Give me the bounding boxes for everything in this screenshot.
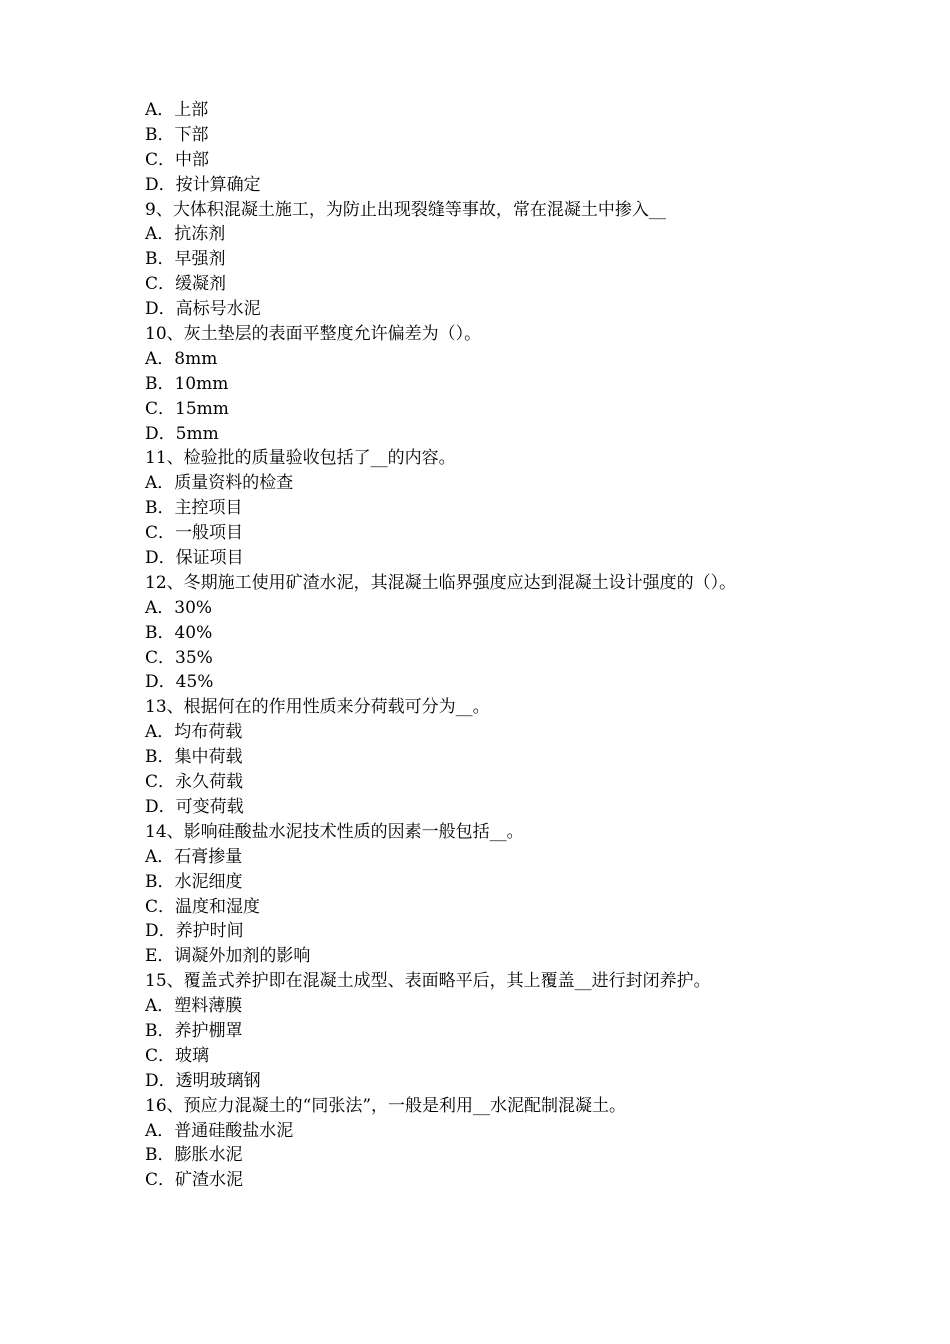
question-text: 14、影响硅酸盐水泥技术性质的因素一般包括__。 bbox=[145, 821, 524, 842]
answer-option: D．按计算确定 bbox=[145, 174, 261, 195]
answer-option: D．养护时间 bbox=[145, 921, 244, 942]
answer-option: B．养护棚罩 bbox=[145, 1020, 243, 1041]
answer-option: B．40% bbox=[145, 622, 213, 643]
answer-option: B．早强剂 bbox=[145, 249, 226, 270]
answer-option: A．普通硅酸盐水泥 bbox=[145, 1120, 294, 1141]
answer-option: C．缓凝剂 bbox=[145, 274, 227, 295]
question-text: 13、根据何在的作用性质来分荷载可分为__。 bbox=[145, 697, 490, 718]
answer-option: B．水泥细度 bbox=[145, 871, 243, 892]
answer-option: C．一般项目 bbox=[145, 523, 244, 544]
answer-option: E．调凝外加剂的影响 bbox=[145, 946, 311, 967]
answer-option: A．抗冻剂 bbox=[145, 224, 226, 245]
answer-option: C．35% bbox=[145, 647, 213, 668]
answer-option: C．永久荷载 bbox=[145, 772, 244, 793]
answer-option: B．10mm bbox=[145, 373, 229, 394]
answer-option: D．透明玻璃钢 bbox=[145, 1070, 261, 1091]
answer-option: C．玻璃 bbox=[145, 1045, 210, 1066]
answer-option: D．5mm bbox=[145, 423, 219, 444]
answer-option: C．15mm bbox=[145, 398, 229, 419]
answer-option: A．石膏掺量 bbox=[145, 846, 243, 867]
answer-option: A．塑料薄膜 bbox=[145, 996, 243, 1017]
answer-option: C．矿渣水泥 bbox=[145, 1170, 244, 1191]
answer-option: D．保证项目 bbox=[145, 548, 244, 569]
answer-option: D．45% bbox=[145, 672, 214, 693]
answer-option: A．均布荷载 bbox=[145, 722, 243, 743]
question-text: 11、检验批的质量验收包括了__的内容。 bbox=[145, 448, 456, 469]
answer-option: B．集中荷载 bbox=[145, 747, 243, 768]
answer-option: A．上部 bbox=[145, 100, 209, 120]
document-page bbox=[145, 98, 845, 1193]
answer-option: A．30% bbox=[145, 597, 213, 618]
answer-option: C．温度和湿度 bbox=[145, 896, 261, 917]
question-text: 16、预应力混凝土的“同张法”，一般是利用__水泥配制混凝土。 bbox=[145, 1095, 627, 1116]
question-text: 9、大体积混凝土施工，为防止出现裂缝等事故，常在混凝土中掺入__ bbox=[145, 199, 666, 220]
answer-option: B．下部 bbox=[145, 124, 209, 145]
answer-option: B．主控项目 bbox=[145, 498, 243, 519]
question-text: 15、覆盖式养护即在混凝土成型、表面略平后，其上覆盖__进行封闭养护。 bbox=[145, 971, 711, 992]
answer-option: D．高标号水泥 bbox=[145, 299, 261, 320]
answer-option: A．8mm bbox=[145, 348, 218, 369]
answer-option: C．中部 bbox=[145, 149, 210, 170]
question-text: 12、冬期施工使用矿渣水泥，其混凝土临界强度应达到混凝土设计强度的（）。 bbox=[145, 572, 737, 593]
answer-option: B．膨胀水泥 bbox=[145, 1145, 243, 1166]
question-text: 10、灰土垫层的表面平整度允许偏差为（）。 bbox=[145, 324, 482, 345]
answer-option: D．可变荷载 bbox=[145, 796, 244, 817]
answer-option: A．质量资料的检查 bbox=[145, 473, 294, 494]
